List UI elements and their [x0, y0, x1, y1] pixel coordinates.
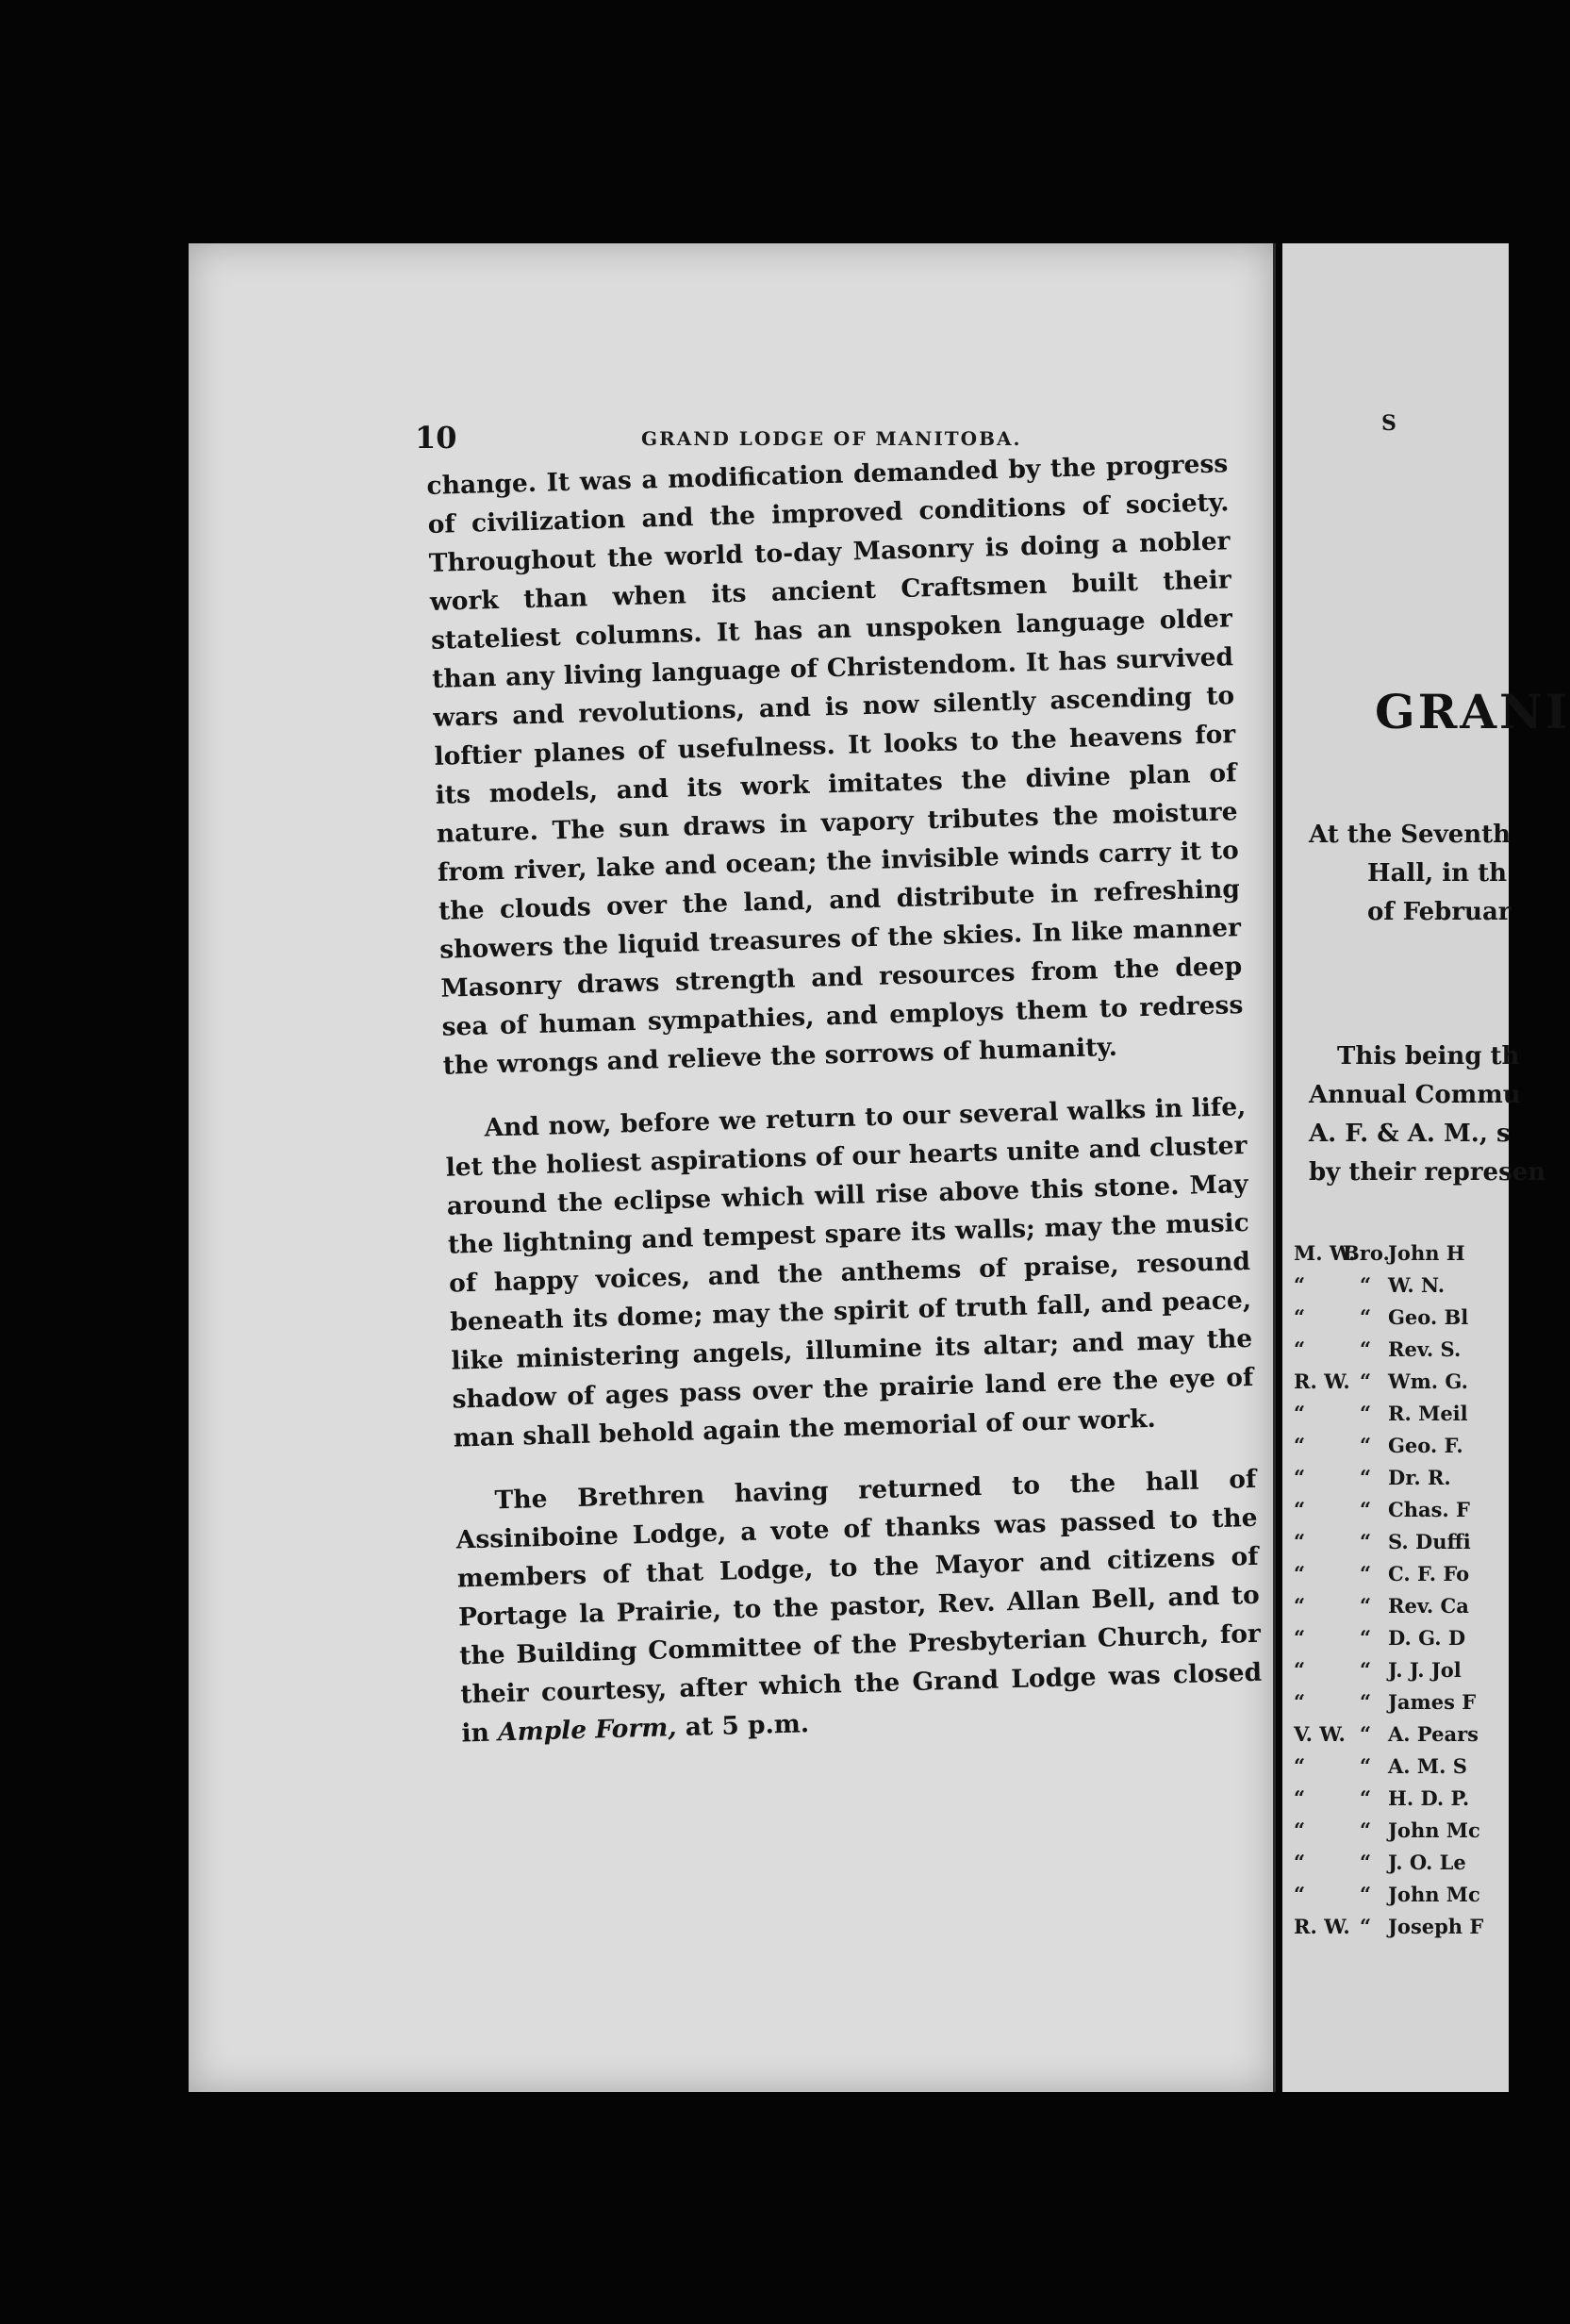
roster-row: [1294, 1622, 1483, 1654]
roster-name: Dr. R.: [1388, 1466, 1451, 1489]
roster-ditto: “: [1359, 1370, 1372, 1393]
roster-rank: “: [1294, 1754, 1306, 1778]
roster-ditto: “: [1359, 1658, 1372, 1682]
roster-row: [1294, 1462, 1483, 1494]
roster-row: [1294, 1718, 1483, 1751]
roster-name: Geo. F.: [1388, 1434, 1463, 1457]
roster-rank: “: [1294, 1658, 1306, 1682]
roster-rank: V. W.: [1294, 1722, 1346, 1746]
roster-rank: “: [1294, 1402, 1306, 1425]
roster-name: Chas. F: [1388, 1498, 1470, 1521]
roster-rank: “: [1294, 1466, 1306, 1489]
roster-name: John Mc: [1388, 1883, 1480, 1906]
roster-name: John H: [1388, 1241, 1465, 1265]
roster-rank: “: [1294, 1434, 1306, 1457]
roster-ditto: “: [1359, 1851, 1372, 1874]
roster-rank: “: [1294, 1883, 1306, 1906]
roster-row: [1294, 1366, 1483, 1398]
roster-name: R. Meil: [1388, 1402, 1468, 1425]
roster-row: [1294, 1558, 1483, 1590]
roster-ditto: “: [1359, 1337, 1372, 1361]
intro-line: of Februar: [1367, 898, 1512, 926]
roster-ditto: “: [1359, 1818, 1372, 1842]
roster-name: H. D. P.: [1388, 1786, 1470, 1810]
roster-ditto: “: [1359, 1562, 1372, 1585]
closing-paragraph: [454, 1460, 1264, 1753]
roster-rank: “: [1294, 1562, 1306, 1585]
roster-ditto: “: [1359, 1273, 1372, 1297]
roster-row: [1294, 1751, 1483, 1783]
roster-ditto: “: [1359, 1498, 1372, 1521]
roster-ditto: “: [1359, 1690, 1372, 1714]
roster-row: [1294, 1494, 1483, 1526]
roster-row: [1294, 1815, 1483, 1847]
roster-row: [1294, 1783, 1483, 1815]
roster-row: [1294, 1686, 1483, 1718]
roster-rank: “: [1294, 1594, 1306, 1618]
roster-name: A. Pears: [1388, 1722, 1479, 1746]
roster-row: [1294, 1270, 1483, 1302]
roster-name: Geo. Bl: [1388, 1305, 1469, 1329]
roster-ditto: “: [1359, 1402, 1372, 1425]
roster-name: W. N.: [1388, 1273, 1446, 1297]
roster-ditto: “: [1359, 1434, 1372, 1457]
roster-name: C. F. Fo: [1388, 1562, 1470, 1585]
right-running-head: S: [1381, 411, 1396, 436]
right-page-title: GRANI: [1375, 684, 1570, 739]
roster-rank: “: [1294, 1498, 1306, 1521]
roster-ditto: “: [1359, 1722, 1372, 1746]
roster-rank: M. W.: [1294, 1241, 1356, 1265]
roster-row: [1294, 1654, 1483, 1686]
roster-name: J. J. Jol: [1388, 1658, 1462, 1682]
second-line: A. F. & A. M., s: [1309, 1120, 1511, 1148]
paragraph: change. It was a modification demanded by the progress of civilization and the improved conditions of society. Throughout the world to-day Masonry is doing a nobler work than when its ancient Craftsmen built their stateliest columns. It has an unspoken language older than any living language of Christendom. It has survived wars and revolutions, and is now silently ascending to loftier planes of usefulness. It looks to the heavens for its models, and its work imitates the divine plan of nature. The sun draws in vapory tributes the moisture from river, lake and ocean; the invisible winds carry it to the clouds over the land, and distribute in refreshing showers the liquid treasures of the skies. In like manner Masonry draws strength and resources from the deep sea of human sympathies, and employs them to redress the wrongs and relieve the sorrows of humanity.: [426, 449, 1244, 1081]
roster-name: A. M. S: [1388, 1754, 1467, 1778]
roster-rank: “: [1294, 1626, 1306, 1650]
closing-text-before: The Brethren having returned to the hall of Assiniboine Lodge, a vote of thanks was passed to the members of that Lodge, to the Mayor and citizens of Portage la Prairie, to the pastor, Rev. Allan Bell, and to the Building Committee of the Presbyterian Church, for their courtesy, after which the Grand Lodge was closed in: [455, 1464, 1263, 1749]
roster-ditto: “: [1359, 1594, 1372, 1618]
gutter-divider: [1273, 243, 1276, 2092]
officer-roster: [1294, 1237, 1483, 1943]
roster-row: [1294, 1237, 1483, 1270]
roster-name: Joseph F: [1388, 1915, 1484, 1938]
roster-rank: R. W.: [1294, 1370, 1350, 1393]
roster-row: [1294, 1526, 1483, 1558]
roster-name: Rev. S.: [1388, 1337, 1462, 1361]
page-number: 10: [415, 420, 457, 456]
roster-ditto: “: [1359, 1305, 1372, 1329]
roster-ditto: “: [1359, 1530, 1372, 1553]
roster-rank: “: [1294, 1851, 1306, 1874]
roster-row: [1294, 1334, 1483, 1366]
roster-name: D. G. D: [1388, 1626, 1466, 1650]
roster-name: Rev. Ca: [1388, 1594, 1469, 1618]
roster-ditto: “: [1359, 1883, 1372, 1906]
running-head-title: GRAND LODGE OF MANITOBA.: [641, 427, 1022, 450]
roster-rank: R. W.: [1294, 1915, 1350, 1938]
roster-rank: “: [1294, 1273, 1306, 1297]
right-intro-block: [1309, 816, 1511, 932]
roster-name: J. O. Le: [1388, 1851, 1466, 1874]
closing-text-after: at 5 p.m.: [676, 1709, 810, 1743]
roster-row: [1294, 1302, 1483, 1334]
ample-form-blackletter: Ample Form,: [497, 1713, 677, 1748]
roster-row: [1294, 1847, 1483, 1879]
roster-rank: “: [1294, 1305, 1306, 1329]
second-line: Annual Commu: [1309, 1081, 1521, 1109]
roster-rank: “: [1294, 1818, 1306, 1842]
roster-row: [1294, 1430, 1483, 1462]
roster-name: S. Duffi: [1388, 1530, 1471, 1553]
roster-rank: “: [1294, 1786, 1306, 1810]
body-text: [426, 444, 1264, 1777]
roster-name: Wm. G.: [1388, 1370, 1468, 1393]
second-line: by their represen: [1309, 1158, 1546, 1187]
roster-ditto: “: [1359, 1754, 1372, 1778]
intro-line: Hall, in th: [1367, 859, 1508, 888]
paragraph: And now, before we return to our several walks in life, let the holiest aspirations of our hearts unite and cluster around the eclipse which will rise above this stone. May the lightning and tempest spare its walls; may the music of happy voices, and the anthems of praise, resound beneath its dome; may the spirit of truth fall, and peace, like ministering angels, illumine its altar; and may the shadow of ages pass over the prairie land ere the eye of man shall behold again the memorial of our work.: [445, 1091, 1254, 1453]
roster-row: [1294, 1911, 1483, 1943]
roster-rank: “: [1294, 1690, 1306, 1714]
roster-name: James F: [1388, 1690, 1477, 1714]
roster-name: John Mc: [1388, 1818, 1480, 1842]
roster-ditto: “: [1359, 1626, 1372, 1650]
roster-row: [1294, 1398, 1483, 1430]
roster-ditto: Bro.: [1343, 1241, 1390, 1265]
right-second-block: [1309, 1038, 1545, 1192]
roster-rank: “: [1294, 1337, 1306, 1361]
roster-row: [1294, 1590, 1483, 1622]
intro-line: At the Seventh: [1309, 821, 1512, 849]
roster-ditto: “: [1359, 1786, 1372, 1810]
roster-ditto: “: [1359, 1915, 1372, 1938]
roster-rank: “: [1294, 1530, 1306, 1553]
second-line: This being th: [1337, 1042, 1520, 1071]
roster-ditto: “: [1359, 1466, 1372, 1489]
roster-row: [1294, 1879, 1483, 1911]
